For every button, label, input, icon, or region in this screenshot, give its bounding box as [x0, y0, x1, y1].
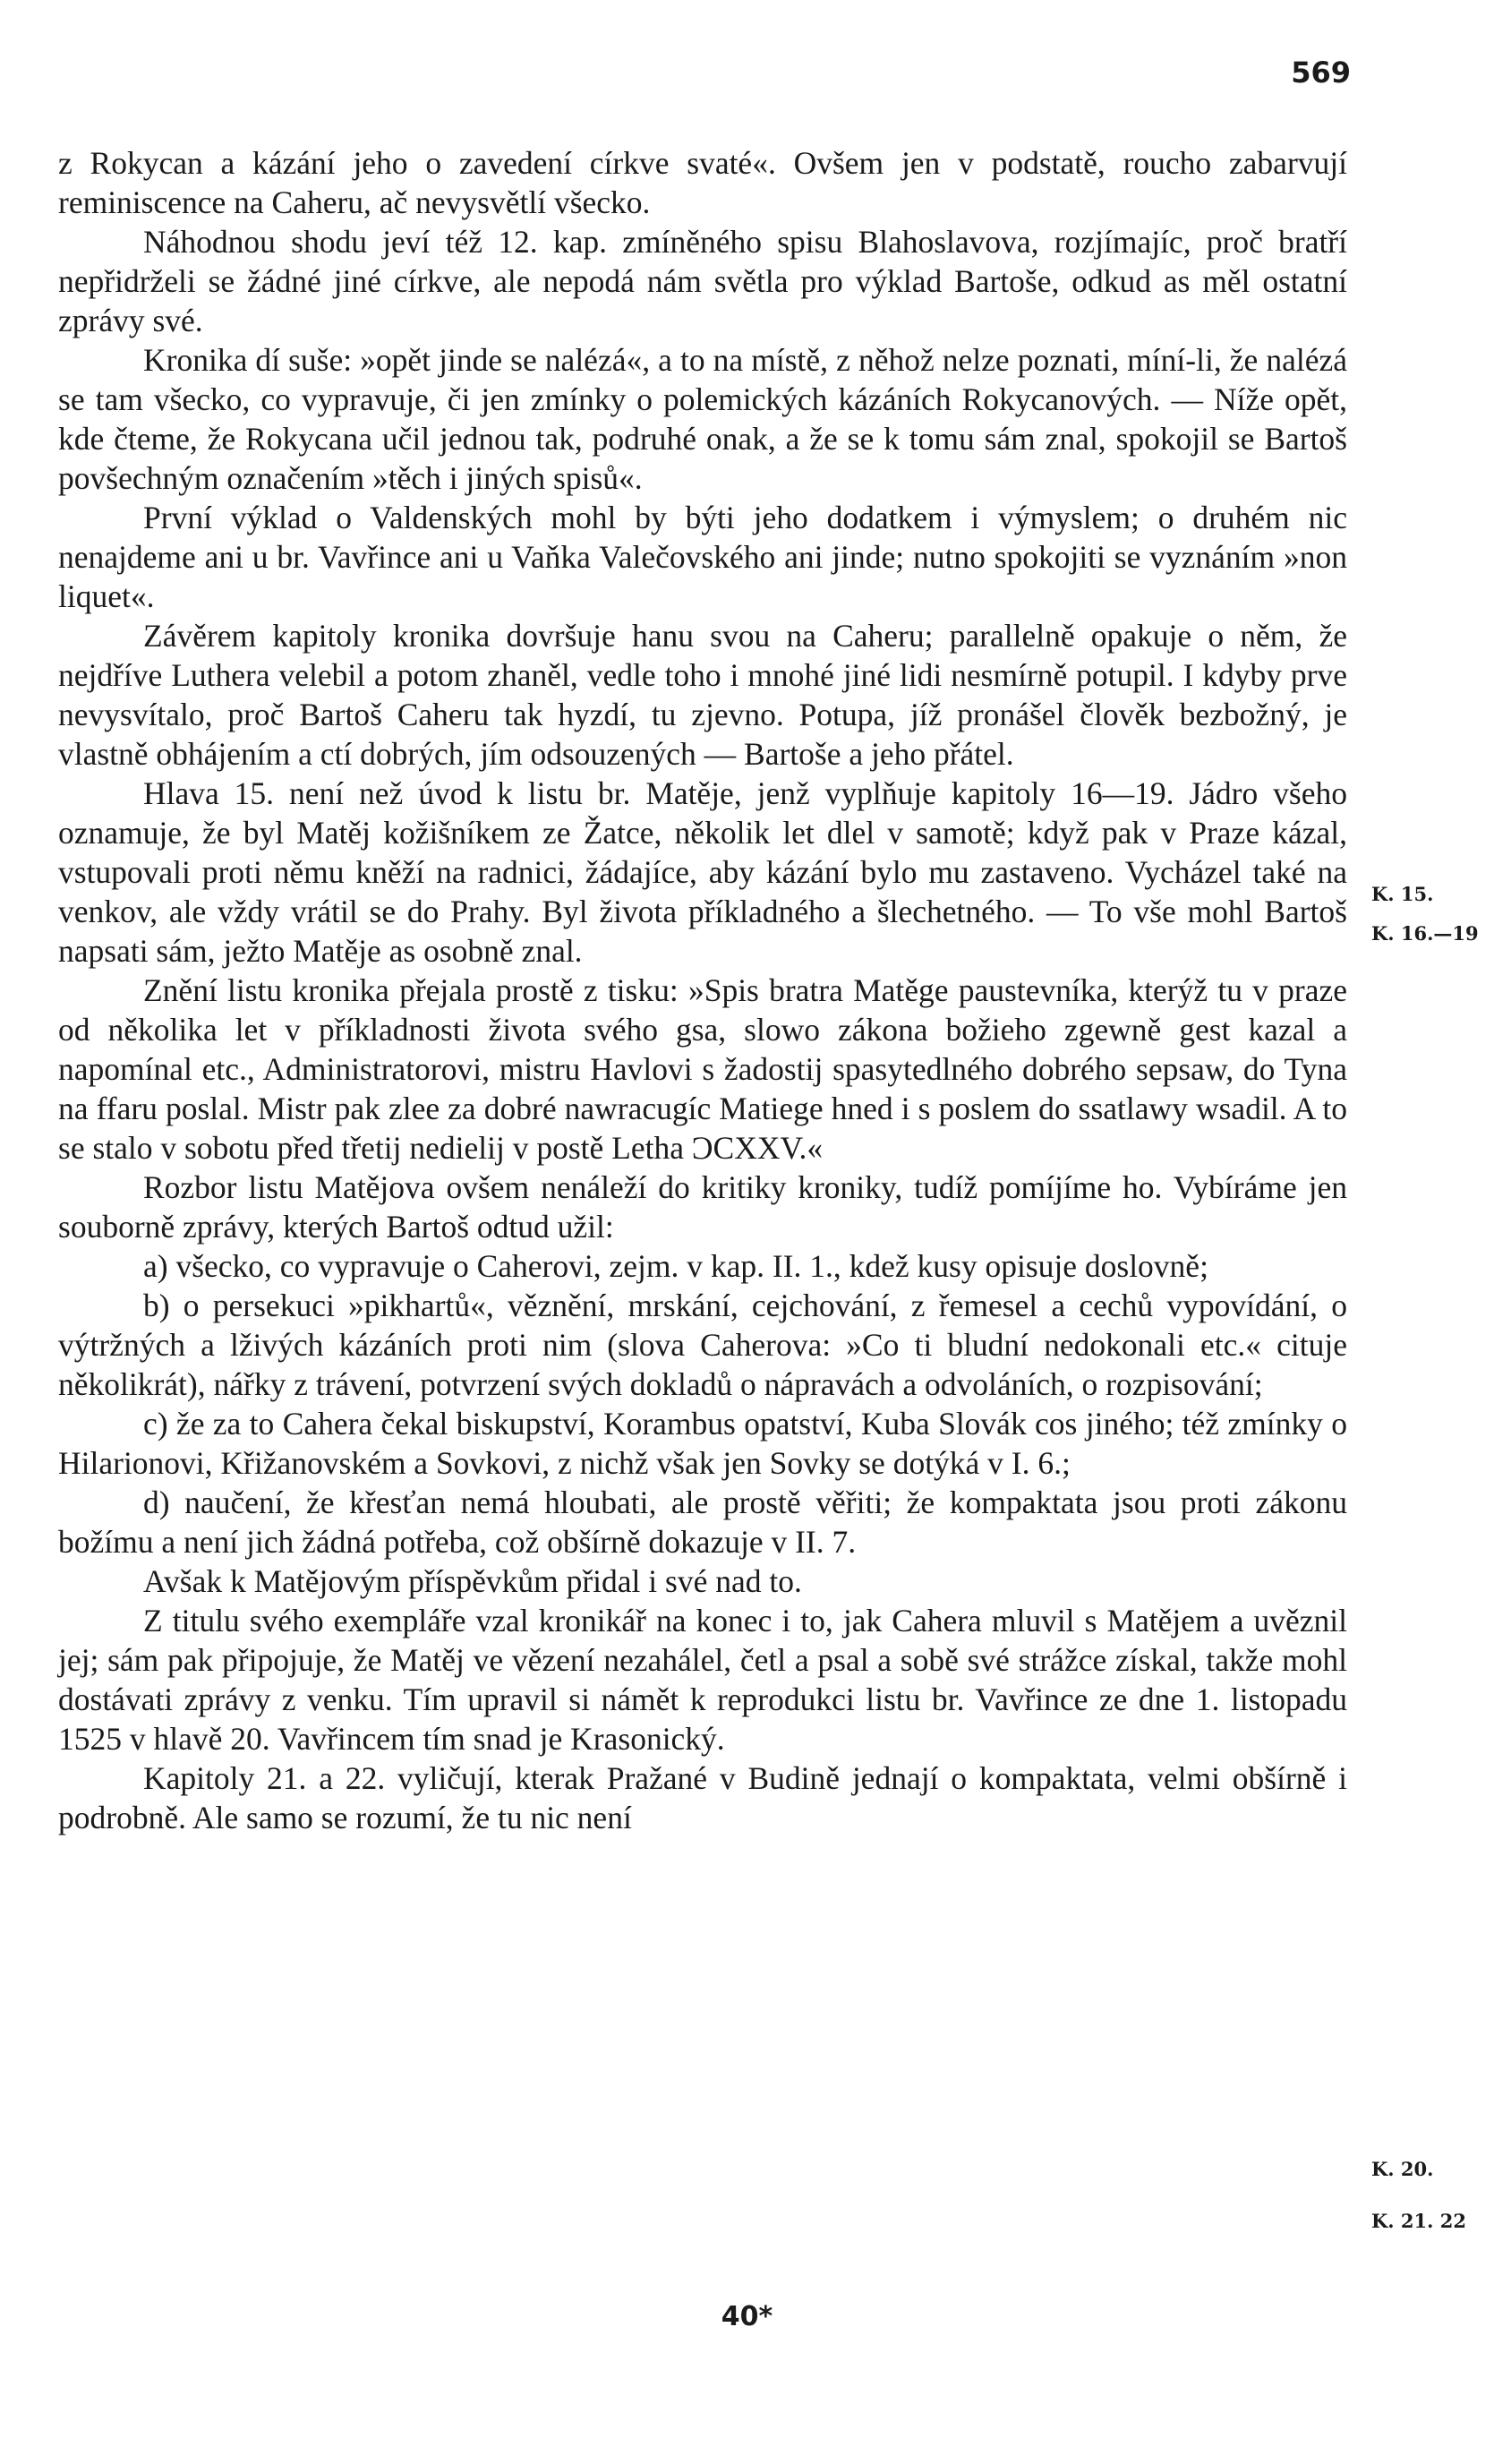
margin-note: K. 15.	[1371, 883, 1434, 905]
paragraph: Avšak k Matějovým příspěvkům přidal i své nad to.	[143, 1563, 802, 1599]
list-item: d) naučení, že křesťan nemá hloubati, ale prostě věřiti; že kompaktata jsou proti zákonu božímu a není jich žádná potřeba, což obšírně dokazuje v II. 7.	[58, 1484, 1347, 1560]
page-number: 569	[1291, 56, 1351, 90]
paragraph: První výklad o Valdenských mohl by býti jeho dodatkem i výmyslem; o druhém nic nenajdeme ani u br. Vavřince ani u Vaňka Valečovského ani jinde; nutno spokojiti se vyznáním »non liquet«.	[58, 500, 1347, 614]
paragraph: Hlava 15. není než úvod k listu br. Matěje, jenž vyplňuje kapitoly 16—19. Jádro všeho oznamuje, že byl Matěj kožišníkem ze Žatce, několik let dlel v samotě; když pak v Praze kázal, vstupovali proti němu kněží na radnici, žádajíce, aby kázání bylo mu zastaveno. Vycházel také na venkov, ale vždy vrátil se do Prahy. Byl života příkladného a šlechetného. — To vše mohl Bartoš napsati sám, ježto Matěje as osobně znal.	[58, 775, 1347, 969]
margin-note: K. 16.—19	[1371, 922, 1479, 945]
list-item: a) všecko, co vypravuje o Caherovi, zejm. v kap. II. 1., kdež kusy opisuje doslovně;	[143, 1248, 1208, 1284]
margin-note: K. 21. 22	[1371, 2210, 1466, 2232]
list-item: c) že za to Cahera čekal biskupství, Korambus opatství, Kuba Slovák cos jiného; též zmínky o Hilarionovi, Křižanovském a Sovkovi, z nichž však jen Sovky se dotýká v I. 6.;	[58, 1406, 1347, 1481]
paragraph: Kapitoly 21. a 22. vyličují, kterak Pražané v Budině jednají o kompaktata, velmi obšírně i podrobně. Ale samo se rozumí, že tu nic není	[58, 1760, 1347, 1835]
paragraph: Kronika dí suše: »opět jinde se nalézá«, a to na místě, z něhož nelze poznati, míní-li, že nalézá se tam všecko, co vypravuje, či jen zmínky o polemických kázáních Rokycanových. — Níže opět, kde čteme, že Rokycana učil jednou tak, podruhé onak, a že se k tomu sám znal, spokojil se Bartoš povšechným označením »těch i jiných spisů«.	[58, 342, 1347, 496]
paragraph: Z titulu svého exempláře vzal kronikář na konec i to, jak Cahera mluvil s Matějem a uvěznil jej; sám pak připojuje, že Matěj ve vězení nezahálel, četl a psal a sobě své strážce získal, takže mohl dostávati zprávy z venku. Tím upravil si námět k reprodukci listu br. Vavřince ze dne 1. listopadu 1525 v hlavě 20. Vavřincem tím snad je Krasonický.	[58, 1603, 1347, 1757]
main-text	[58, 143, 1347, 1837]
paragraph: Náhodnou shodu jeví též 12. kap. zmíněného spisu Blahoslavova, rozjímajíc, proč bratří nepřidrželi se žádné jiné církve, ale nepodá nám světla pro výklad Bartoše, odkud as měl ostatní zprávy své.	[58, 224, 1347, 338]
paragraph: z Rokycan a kázání jeho o zavedení církve svaté«. Ovšem jen v podstatě, roucho zabarvují reminiscence na Caheru, ač nevysvětlí všecko.	[58, 145, 1347, 220]
list-item: b) o persekuci »pikhartů«, věznění, mrskání, cejchování, z řemesel a cechů vypovídání, o výtržných a lživých kázáních proti nim (slova Caherova: »Co ti bludní nedokonali etc.« cituje několikrát), nářky z trávení, potvrzení svých dokladů o nápravách a odvoláních, o rozpisování;	[58, 1288, 1347, 1402]
paragraph: Rozbor listu Matějova ovšem nenáleží do kritiky kroniky, tudíž pomíjíme ho. Vybíráme jen souborně zprávy, kterých Bartoš odtud užil:	[58, 1169, 1347, 1245]
paragraph: Znění listu kronika přejala prostě z tisku: »Spis bratra Matěge paustevníka, kterýž tu v praze od několika let v příkladnosti života svého gsa, slowo zákona božieho zgewně gest kazal a napomínal etc., Administratorovi, mistru Havlovi s žadostij spasytedlného dobrého sepsaw, do Tyna na ffaru poslal. Mistr pak zlee za dobré nawracugíc Matiege hned i s poslem do ssatlawy wsadil. A to se stalo v sobotu před třetij nedielij v postě Letha ϽCXXV.«	[58, 972, 1347, 1166]
signature-mark: 40*	[721, 2301, 773, 2332]
margin-note: K. 20.	[1371, 2158, 1434, 2180]
paragraph: Závěrem kapitoly kronika dovršuje hanu svou na Caheru; parallelně opakuje o něm, že nejdříve Luthera velebil a potom zhaněl, vedle toho i mnohé jiné lidi nesmírně potupil. I kdyby prve nevysvítalo, proč Bartoš Caheru tak hyzdí, tu zjevno. Potupa, jíž pronášel člověk bezbožný, je vlastně obhájením a ctí dobrých, jím odsouzených — Bartoše a jeho přátel.	[58, 618, 1347, 772]
